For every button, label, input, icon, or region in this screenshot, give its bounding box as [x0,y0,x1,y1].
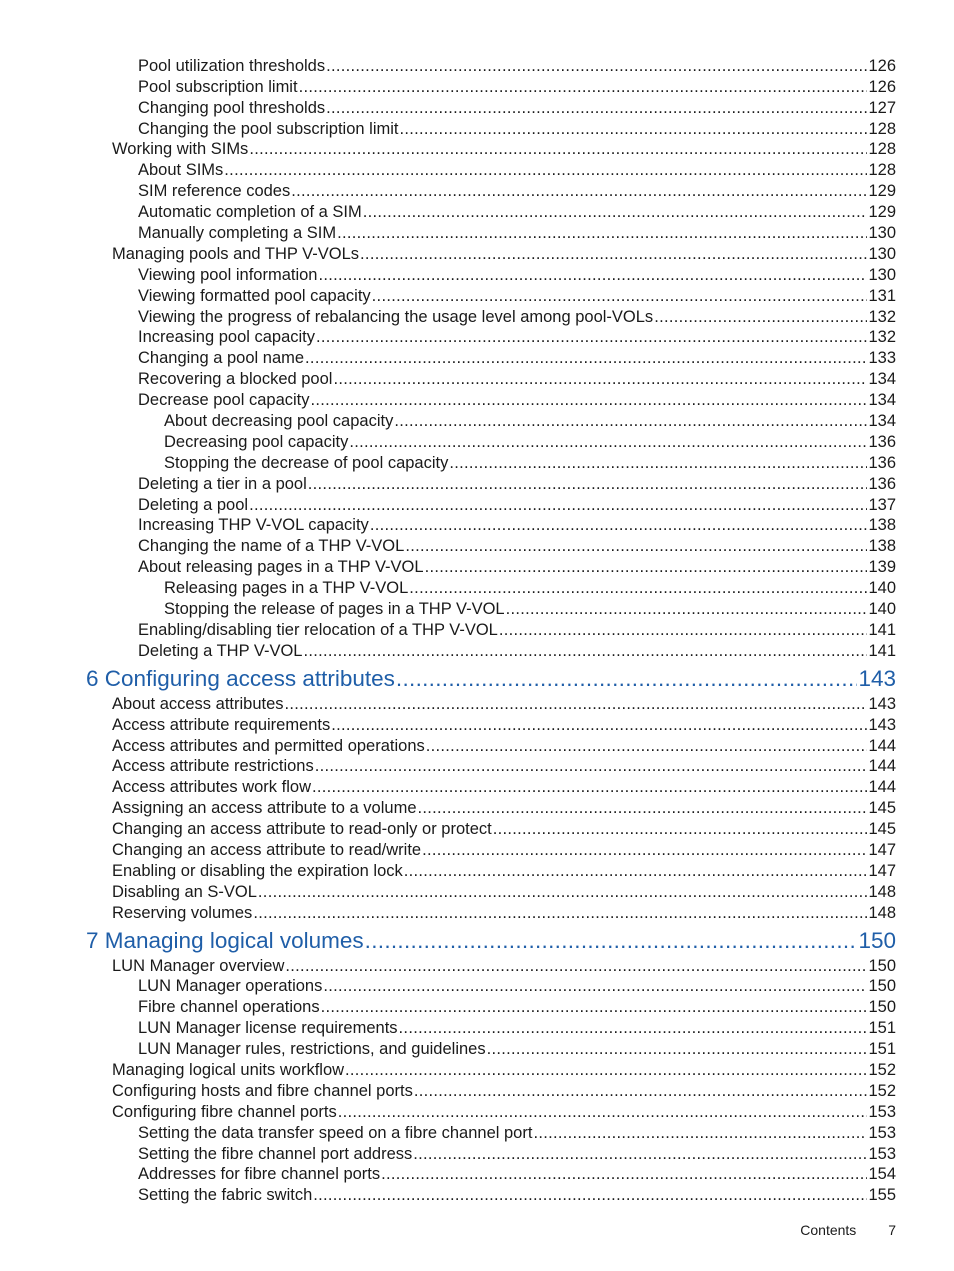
toc-dot-leader [654,307,867,327]
toc-dot-leader [337,223,867,243]
toc-dot-leader [449,453,867,473]
toc-entry[interactable] [0,306,954,327]
toc-entry-page: 128 [868,161,896,180]
toc-dot-leader [313,1185,867,1205]
toc-entry-page: 153 [868,1123,896,1142]
toc-dot-leader [499,620,868,640]
toc-entry[interactable] [0,159,954,180]
toc-entry[interactable] [0,976,954,997]
toc-entry-page: 145 [868,820,896,839]
toc-dot-leader [308,474,868,494]
toc-dot-leader [253,903,867,923]
toc-dot-leader [258,882,868,902]
toc-entry[interactable] [0,1101,954,1122]
toc-entry-page: 139 [868,558,896,577]
toc-entry-title: Changing the pool subscription limit [138,119,399,138]
toc-entry-page: 141 [868,620,896,639]
toc-entry-title: Changing an access attribute to read/write [112,840,422,859]
toc-entry[interactable] [0,881,954,902]
toc-entry[interactable] [0,368,954,389]
toc-dot-leader [305,348,867,368]
toc-dot-leader [311,390,868,410]
toc-entry[interactable] [0,1122,954,1143]
toc-entry-page: 138 [868,516,896,535]
toc-dot-leader [533,1123,867,1143]
toc-entry-title: About SIMs [138,161,224,180]
toc-entry[interactable] [0,955,954,976]
toc-entry-page: 130 [868,224,896,243]
toc-dot-leader [312,777,867,797]
toc-entry[interactable] [0,598,954,619]
toc-entry-page: 147 [868,861,896,880]
toc-entry[interactable] [0,327,954,348]
toc-dot-leader [425,557,868,577]
toc-entry[interactable] [0,431,954,452]
toc-entry[interactable] [0,693,954,714]
toc-entry-title: About access attributes [112,694,284,713]
toc-entry-title: LUN Manager operations [138,977,323,996]
toc-dot-leader [413,1144,867,1164]
toc-chapter-entry[interactable] [0,923,954,955]
toc-entry-title: Access attributes work flow [112,778,311,797]
toc-entry-page: 147 [868,840,896,859]
toc-entry[interactable] [0,264,954,285]
toc-entry-page: 150 [868,998,896,1017]
toc-entry-title: Pool subscription limit [138,77,298,96]
toc-entry-title: Assigning an access attribute to a volume [112,799,417,818]
toc-entry[interactable] [0,55,954,76]
toc-entry-page: 151 [868,1040,896,1059]
toc-entry-page: 132 [868,307,896,326]
toc-dot-leader [493,819,868,839]
toc-entry-page: 134 [868,391,896,410]
toc-entry[interactable] [0,535,954,556]
toc-entry-page: 126 [868,56,896,75]
toc-entry-page: 143 [868,694,896,713]
toc-entry-page: 151 [868,1019,896,1038]
toc-dot-leader [396,665,858,693]
toc-entry[interactable] [0,1184,954,1205]
toc-entry[interactable] [0,735,954,756]
toc-dot-leader [349,432,867,452]
toc-entry[interactable] [0,556,954,577]
toc-entry-page: 131 [868,286,896,305]
toc-entry-title: Access attributes and permitted operations [112,736,425,755]
page-footer [800,1222,896,1238]
toc-dot-leader [345,1060,867,1080]
toc-entry-title: Automatic completion of a SIM [138,203,362,222]
toc-entry[interactable] [0,222,954,243]
toc-entry-page: 129 [868,203,896,222]
toc-entry-title: Changing a pool name [138,349,305,368]
toc-entry[interactable] [0,410,954,431]
toc-dot-leader [326,56,867,76]
toc-entry-page: 136 [868,453,896,472]
toc-entry-title: Changing pool thresholds [138,98,326,117]
toc-entry-title: Stopping the decrease of pool capacity [164,453,449,472]
toc-entry-page: 134 [868,412,896,431]
toc-dot-leader [399,1018,868,1038]
toc-entry-title: Viewing the progress of rebalancing the usage level among pool-VOLs [138,307,654,326]
toc-entry[interactable] [0,389,954,410]
toc-entry[interactable] [0,860,954,881]
table-of-contents [0,55,954,1205]
toc-entry-page: 144 [868,757,896,776]
toc-entry-title: LUN Manager rules, restrictions, and guidelines [138,1040,486,1059]
toc-entry-page: 144 [868,736,896,755]
toc-entry[interactable] [0,797,954,818]
toc-entry-title: Configuring fibre channel ports [112,1102,337,1121]
toc-entry-page: 133 [868,349,896,368]
toc-entry[interactable] [0,1038,954,1059]
toc-dot-leader [326,98,867,118]
toc-dot-leader [249,139,867,159]
toc-entry[interactable] [0,243,954,264]
toc-dot-leader [249,495,867,515]
toc-entry-title: Setting the fabric switch [138,1186,313,1205]
toc-entry-title: LUN Manager license requirements [138,1019,398,1038]
toc-entry[interactable] [0,996,954,1017]
toc-entry-title: About decreasing pool capacity [164,412,394,431]
toc-entry[interactable] [0,776,954,797]
toc-entry-title: Releasing pages in a THP V-VOL [164,579,409,598]
toc-entry-page: 132 [868,328,896,347]
toc-entry-title: Pool utilization thresholds [138,56,326,75]
toc-entry[interactable] [0,473,954,494]
toc-entry-title: Deleting a pool [138,495,249,514]
toc-entry-page: 148 [868,903,896,922]
toc-entry-page: 128 [868,140,896,159]
toc-entry-title: Fibre channel operations [138,998,320,1017]
toc-entry-title: Increasing pool capacity [138,328,316,347]
toc-entry[interactable] [0,756,954,777]
toc-entry-title: Increasing THP V-VOL capacity [138,516,369,535]
toc-entry[interactable] [0,452,954,473]
toc-dot-leader [381,1164,867,1184]
toc-entry[interactable] [0,1143,954,1164]
toc-dot-leader [224,160,867,180]
toc-dot-leader [318,265,867,285]
toc-dot-leader [316,327,867,347]
toc-entry-title: Managing logical units workflow [112,1060,345,1079]
toc-dot-leader [487,1039,868,1059]
toc-entry-page: 134 [868,370,896,389]
toc-entry-title: Manually completing a SIM [138,224,337,243]
toc-entry[interactable] [0,839,954,860]
toc-dot-leader [394,411,867,431]
toc-entry-page: 150 [868,956,896,975]
toc-entry-title: 6 Configuring access attributes [86,665,395,691]
toc-entry-title: Access attribute restrictions [112,757,314,776]
toc-dot-leader [422,840,867,860]
toc-entry-page: 128 [868,119,896,138]
toc-dot-leader [365,927,858,955]
toc-entry-title: 7 Managing logical volumes [86,927,364,953]
toc-dot-leader [426,736,868,756]
toc-entry-title: Changing an access attribute to read-only or protect [112,820,492,839]
toc-entry-title: About releasing pages in a THP V-VOL [138,558,424,577]
toc-entry-page: 152 [868,1060,896,1079]
toc-dot-leader [363,202,868,222]
toc-entry-title: LUN Manager overview [112,956,285,975]
toc-entry[interactable] [0,76,954,97]
toc-entry-title: Viewing pool information [138,265,318,284]
toc-entry[interactable] [0,902,954,923]
footer-label: Contents [800,1222,857,1238]
toc-entry-page: 148 [868,882,896,901]
toc-dot-leader [291,181,867,201]
toc-entry-title: Enabling/disabling tier relocation of a THP V-VOL [138,620,498,639]
toc-entry-title: Managing pools and THP V-VOLs [112,244,360,263]
toc-entry-page: 154 [868,1165,896,1184]
toc-dot-leader [331,715,867,735]
toc-entry[interactable] [0,180,954,201]
toc-entry[interactable] [0,97,954,118]
toc-entry-page: 153 [868,1144,896,1163]
toc-entry-page: 152 [868,1081,896,1100]
toc-entry[interactable] [0,201,954,222]
toc-entry-title: Deleting a tier in a pool [138,474,307,493]
toc-entry-title: Stopping the release of pages in a THP V-VOL [164,600,505,619]
toc-entry-title: Decreasing pool capacity [164,432,349,451]
toc-entry[interactable] [0,118,954,139]
toc-entry-page: 127 [868,98,896,117]
toc-dot-leader [506,599,868,619]
toc-entry[interactable] [0,139,954,160]
toc-entry-page: 145 [868,799,896,818]
toc-entry-title: Decrease pool capacity [138,391,310,410]
toc-dot-leader [405,536,867,556]
toc-entry-page: 140 [868,600,896,619]
toc-entry-title: Deleting a THP V-VOL [138,641,303,660]
toc-entry-title: Reserving volumes [112,903,253,922]
toc-entry[interactable] [0,1017,954,1038]
toc-entry-title: Enabling or disabling the expiration lock [112,861,403,880]
toc-entry-page: 126 [868,77,896,96]
toc-entry-title: Addresses for fibre channel ports [138,1165,381,1184]
toc-entry[interactable] [0,494,954,515]
toc-entry-page: 153 [868,1102,896,1121]
toc-dot-leader [360,244,867,264]
toc-dot-leader [299,77,868,97]
toc-entry-page: 130 [868,265,896,284]
toc-dot-leader [370,515,868,535]
toc-entry[interactable] [0,347,954,368]
toc-dot-leader [285,956,867,976]
toc-entry[interactable] [0,285,954,306]
toc-entry-title: Changing the name of a THP V-VOL [138,537,405,556]
toc-entry-page: 144 [868,778,896,797]
toc-dot-leader [321,997,868,1017]
toc-entry-page: 143 [858,665,896,691]
toc-entry-page: 138 [868,537,896,556]
toc-dot-leader [285,694,868,714]
toc-entry-title: Working with SIMs [112,140,249,159]
toc-entry-page: 140 [868,579,896,598]
toc-entry[interactable] [0,1059,954,1080]
toc-entry-page: 155 [868,1186,896,1205]
toc-entry-title: SIM reference codes [138,182,291,201]
toc-entry-page: 130 [868,244,896,263]
toc-entry[interactable] [0,714,954,735]
toc-entry[interactable] [0,818,954,839]
toc-entry-page: 136 [868,432,896,451]
toc-entry-title: Setting the fibre channel port address [138,1144,413,1163]
toc-dot-leader [315,756,868,776]
toc-entry[interactable] [0,1080,954,1101]
toc-dot-leader [303,641,867,661]
toc-entry[interactable] [0,619,954,640]
toc-entry-title: Recovering a blocked pool [138,370,333,389]
toc-dot-leader [323,976,867,996]
toc-dot-leader [333,369,867,389]
toc-entry-title: Viewing formatted pool capacity [138,286,371,305]
toc-entry[interactable] [0,640,954,661]
toc-entry-page: 143 [868,715,896,734]
toc-entry-page: 136 [868,474,896,493]
toc-entry-title: Disabling an S-VOL [112,882,257,901]
toc-dot-leader [372,286,868,306]
toc-entry-page: 137 [868,495,896,514]
toc-entry-page: 141 [868,641,896,660]
toc-entry-page: 150 [868,977,896,996]
toc-entry-title: Configuring hosts and fibre channel ports [112,1081,413,1100]
toc-dot-leader [338,1102,868,1122]
toc-entry[interactable] [0,1164,954,1185]
toc-entry-page: 129 [868,182,896,201]
toc-entry-title: Access attribute requirements [112,715,331,734]
toc-entry-page: 150 [858,927,896,953]
page-number: 7 [888,1222,896,1238]
toc-dot-leader [399,119,867,139]
toc-entry[interactable] [0,577,954,598]
toc-dot-leader [414,1081,868,1101]
toc-entry[interactable] [0,515,954,536]
toc-dot-leader [404,861,868,881]
toc-dot-leader [409,578,867,598]
toc-dot-leader [418,798,868,818]
toc-entry-title: Setting the data transfer speed on a fibre channel port [138,1123,533,1142]
toc-chapter-entry[interactable] [0,661,954,693]
